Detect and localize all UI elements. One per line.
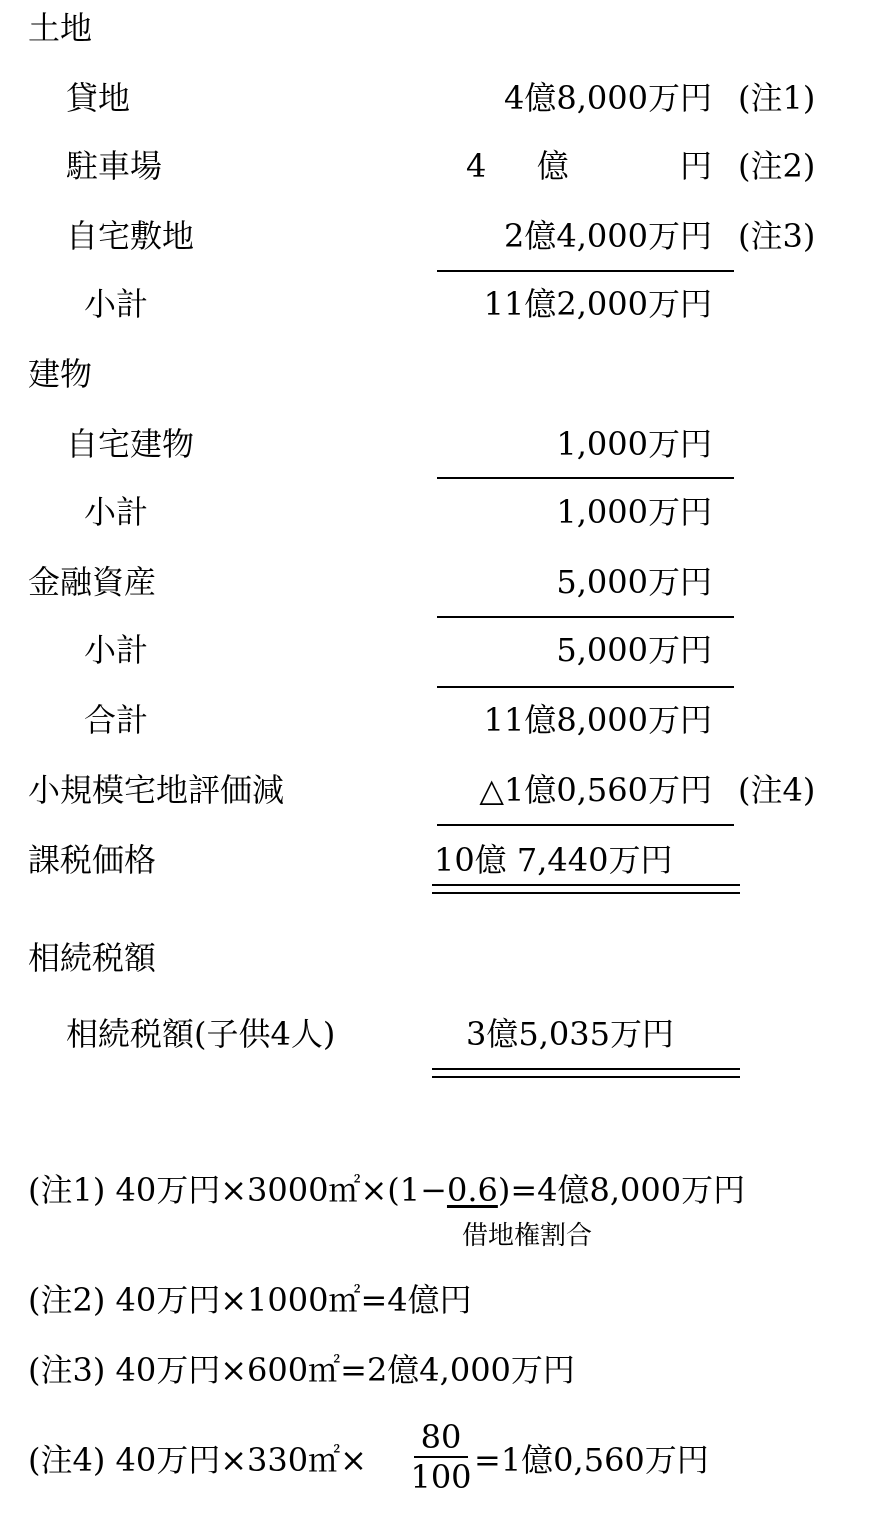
land-item-note: (注2)	[738, 147, 816, 185]
reduction-rule	[437, 824, 734, 826]
reduction-note: (注4)	[738, 771, 816, 809]
land-subtotal-value: 11億2,000万円	[483, 285, 712, 323]
total-value: 11億8,000万円	[483, 701, 712, 739]
building-item-label: 自宅建物	[66, 425, 195, 463]
taxable-label: 課税価格	[28, 841, 157, 879]
land-heading: 土地	[28, 9, 93, 47]
double-rule	[432, 884, 740, 894]
building-item-value: 1,000万円	[556, 425, 712, 463]
financial-subtotal-value: 5,000万円	[556, 631, 712, 669]
note-tag: (注4)	[28, 1441, 106, 1479]
land-item-value: 4億8,000万円	[504, 79, 712, 117]
note-4-result: =1億0,560万円	[474, 1441, 709, 1479]
subtotal-rule	[437, 270, 734, 272]
note-1	[28, 1170, 745, 1210]
taxable-value: 10億 7,440万円	[434, 841, 673, 879]
total-label: 合計	[84, 701, 149, 739]
land-item-value: 4億 円	[466, 147, 712, 185]
land-item-note: (注1)	[738, 79, 816, 117]
note-2	[28, 1280, 472, 1320]
land-item-value: 2億4,000万円	[504, 217, 712, 255]
financial-subtotal-label: 小計	[84, 631, 149, 669]
note-1-sub: 借地権割合	[462, 1221, 593, 1251]
financial-heading: 金融資産	[28, 563, 157, 601]
tax-label: 相続税額(子供4人)	[66, 1015, 336, 1053]
land-item-label: 貸地	[66, 79, 131, 117]
fraction-denominator: 100	[410, 1458, 472, 1496]
building-heading: 建物	[28, 355, 93, 393]
tax-heading: 相続税額	[28, 939, 157, 977]
total-rule	[437, 686, 734, 688]
note-formula: 40万円×330㎡×	[115, 1441, 367, 1479]
fraction	[410, 1418, 472, 1496]
land-item-label: 自宅敷地	[66, 217, 195, 255]
note-tag: (注2)	[28, 1281, 106, 1319]
land-subtotal-label: 小計	[84, 285, 149, 323]
double-rule	[432, 1068, 740, 1078]
fraction-numerator: 80	[420, 1418, 462, 1456]
note-tag: (注3)	[28, 1351, 106, 1389]
note-formula: 40万円×3000㎡×(1−	[115, 1171, 447, 1209]
tax-value: 3億5,035万円	[466, 1015, 674, 1053]
note-tag: (注1)	[28, 1171, 106, 1209]
reduction-label: 小規模宅地評価減	[28, 771, 285, 809]
subtotal-rule	[437, 616, 734, 618]
building-subtotal-label: 小計	[84, 493, 149, 531]
note-4	[28, 1440, 367, 1480]
land-item-label: 駐車場	[66, 147, 163, 185]
note-underlined-value: 0.6	[446, 1171, 498, 1209]
note-formula: 40万円×1000㎡=4億円	[115, 1281, 472, 1319]
land-item-note: (注3)	[738, 217, 816, 255]
note-formula: 40万円×600㎡=2億4,000万円	[115, 1351, 575, 1389]
reduction-value: △1億0,560万円	[479, 771, 712, 809]
building-subtotal-value: 1,000万円	[556, 493, 712, 531]
subtotal-rule	[437, 477, 734, 479]
note-result: )=4億8,000万円	[497, 1171, 746, 1209]
note-3	[28, 1350, 575, 1390]
financial-value: 5,000万円	[556, 563, 712, 601]
